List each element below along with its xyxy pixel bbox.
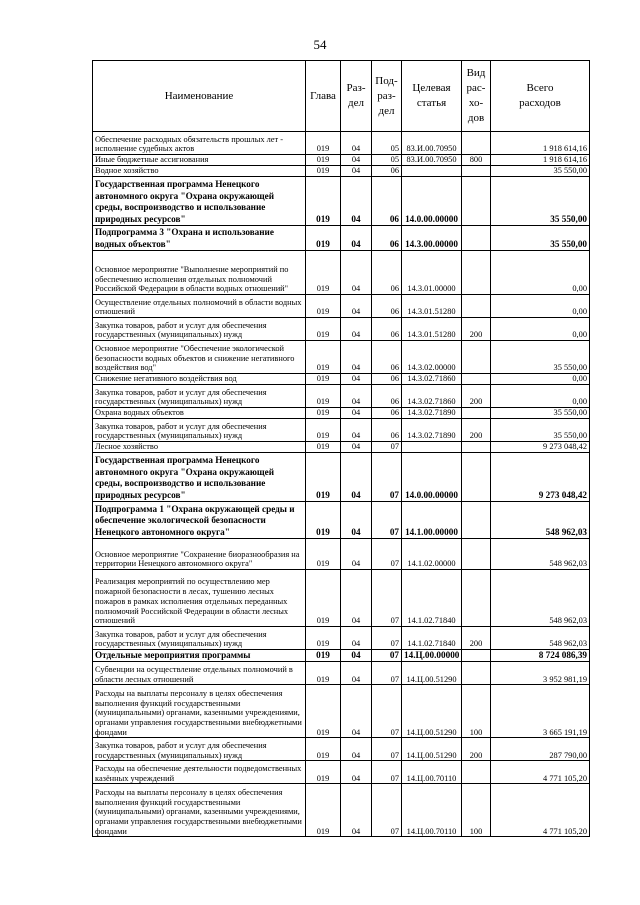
cell-glava: 019 [306,132,341,155]
cell-podrazdel: 07 [372,738,402,761]
table-row [93,627,590,650]
cell-total: 9 273 048,42 [491,453,590,502]
cell-razdel: 04 [341,570,372,627]
header-podrazdel: Под- раз- дел [372,61,402,132]
cell-name: Лесное хозяйство [93,442,306,453]
cell-name: Основное мероприятие "Обеспечение экологической безопасности водных объектов и снижение негативного воздействия вод" [93,341,306,374]
cell-vid [462,177,491,226]
cell-vid [462,132,491,155]
cell-podrazdel: 07 [372,761,402,784]
cell-razdel: 04 [341,539,372,570]
cell-vid [462,408,491,419]
cell-article: 14.3.01.51280 [402,318,462,341]
cell-article: 14.Ц.00.51290 [402,662,462,685]
table-row [93,662,590,685]
cell-name: Расходы на выплаты персоналу в целях обеспечения выполнения функций государственными (муниципальными) органами, казенными учреждениями, органами управления государственными внебюджетными фондами [93,685,306,738]
cell-glava: 019 [306,627,341,650]
table-row [93,502,590,539]
cell-razdel: 04 [341,385,372,408]
cell-podrazdel: 06 [372,374,402,385]
table-row [93,226,590,251]
table-row [93,132,590,155]
cell-podrazdel: 07 [372,570,402,627]
cell-name: Субвенции на осуществление отдельных полномочий в области лесных отношений [93,662,306,685]
cell-glava: 019 [306,251,341,295]
table-row [93,738,590,761]
cell-total: 3 952 981,19 [491,662,590,685]
cell-glava: 019 [306,155,341,166]
cell-podrazdel: 05 [372,132,402,155]
cell-vid [462,570,491,627]
header-vid: Вид рас- хо- дов [462,61,491,132]
cell-glava: 019 [306,539,341,570]
cell-name: Осуществление отдельных полномочий в области водных отношений [93,295,306,318]
cell-total: 8 724 086,39 [491,650,590,662]
cell-glava: 019 [306,385,341,408]
cell-podrazdel: 06 [372,295,402,318]
cell-podrazdel: 07 [372,662,402,685]
cell-name: Подпрограмма 3 "Охрана и использование водных объектов" [93,226,306,251]
cell-vid: 100 [462,685,491,738]
cell-total: 548 962,03 [491,539,590,570]
cell-razdel: 04 [341,177,372,226]
cell-total: 9 273 048,42 [491,442,590,453]
cell-vid: 200 [462,419,491,442]
cell-vid [462,502,491,539]
cell-vid: 200 [462,318,491,341]
cell-vid [462,251,491,295]
cell-article: 14.Ц.00.70110 [402,784,462,837]
cell-name: Подпрограмма 1 "Охрана окружающей среды и обеспечение экологической безопасности Ненецкого автономного округа" [93,502,306,539]
cell-total: 287 790,00 [491,738,590,761]
cell-glava: 019 [306,318,341,341]
cell-article: 83.И.00.70950 [402,132,462,155]
cell-article: 14.3.01.00000 [402,251,462,295]
table-row [93,341,590,374]
cell-podrazdel: 06 [372,251,402,295]
cell-razdel: 04 [341,295,372,318]
table-row [93,761,590,784]
table-row [93,419,590,442]
cell-vid: 200 [462,738,491,761]
cell-podrazdel: 07 [372,627,402,650]
cell-vid [462,341,491,374]
header-razdel: Раз- дел [341,61,372,132]
cell-glava: 019 [306,341,341,374]
header-name: Наименование [93,61,306,132]
cell-article: 14.3.01.51280 [402,295,462,318]
cell-total: 35 550,00 [491,419,590,442]
cell-article: 14.3.02.71890 [402,408,462,419]
cell-total: 1 918 614,16 [491,155,590,166]
cell-name: Основное мероприятие "Выполнение мероприятий по обеспечению исполнения отдельных полномочий Российской Федерации в области водных отношений" [93,251,306,295]
cell-glava: 019 [306,685,341,738]
cell-article: 14.3.02.00000 [402,341,462,374]
cell-podrazdel: 06 [372,177,402,226]
cell-glava: 019 [306,295,341,318]
cell-article: 14.0.00.00000 [402,453,462,502]
cell-razdel: 04 [341,419,372,442]
cell-name: Закупка товаров, работ и услуг для обеспечения государственных (муниципальных) нужд [93,627,306,650]
cell-total: 35 550,00 [491,177,590,226]
table-row [93,442,590,453]
cell-razdel: 04 [341,650,372,662]
cell-podrazdel: 07 [372,442,402,453]
cell-name: Государственная программа Ненецкого автономного округа "Охрана окружающей среды, воспроизводство и использование природных ресурсов" [93,177,306,226]
cell-razdel: 04 [341,318,372,341]
cell-glava: 019 [306,177,341,226]
cell-razdel: 04 [341,132,372,155]
cell-podrazdel: 07 [372,502,402,539]
cell-total: 35 550,00 [491,408,590,419]
cell-article: 14.1.00.00000 [402,502,462,539]
cell-podrazdel: 07 [372,539,402,570]
cell-podrazdel: 06 [372,341,402,374]
cell-razdel: 04 [341,761,372,784]
header-row [93,61,590,132]
cell-vid [462,761,491,784]
cell-total: 35 550,00 [491,166,590,177]
cell-article: 14.3.02.71890 [402,419,462,442]
cell-razdel: 04 [341,408,372,419]
cell-razdel: 04 [341,502,372,539]
cell-total: 0,00 [491,385,590,408]
cell-article: 83.И.00.70950 [402,155,462,166]
cell-glava: 019 [306,408,341,419]
cell-razdel: 04 [341,784,372,837]
table-row [93,155,590,166]
cell-podrazdel: 07 [372,650,402,662]
cell-glava: 019 [306,502,341,539]
cell-vid [462,650,491,662]
cell-name: Расходы на выплаты персоналу в целях обеспечения выполнения функций государственными (муниципальными) органами, казенными учреждениями, органами управления государственными внебюджетными фондами [93,784,306,837]
cell-glava: 019 [306,738,341,761]
cell-vid [462,295,491,318]
table-row [93,374,590,385]
cell-vid: 200 [462,385,491,408]
cell-total: 548 962,03 [491,502,590,539]
cell-article [402,166,462,177]
cell-name: Снижение негативного воздействия вод [93,374,306,385]
cell-total: 548 962,03 [491,570,590,627]
table-row [93,295,590,318]
header-glava: Глава [306,61,341,132]
cell-glava: 019 [306,662,341,685]
table-row [93,685,590,738]
cell-glava: 019 [306,166,341,177]
cell-article: 14.3.02.71860 [402,385,462,408]
cell-total: 0,00 [491,295,590,318]
cell-razdel: 04 [341,251,372,295]
cell-podrazdel: 05 [372,155,402,166]
cell-glava: 019 [306,784,341,837]
cell-razdel: 04 [341,685,372,738]
cell-glava: 019 [306,570,341,627]
table-row [93,453,590,502]
cell-total: 4 771 105,20 [491,784,590,837]
table-row [93,408,590,419]
cell-name: Обеспечение расходных обязательств прошлых лет - исполнение судебных актов [93,132,306,155]
cell-podrazdel: 06 [372,226,402,251]
cell-podrazdel: 06 [372,408,402,419]
cell-total: 0,00 [491,251,590,295]
cell-glava: 019 [306,419,341,442]
cell-vid [462,453,491,502]
header-total: Всего расходов [491,61,590,132]
cell-vid: 100 [462,784,491,837]
cell-glava: 019 [306,453,341,502]
cell-total: 548 962,03 [491,627,590,650]
cell-article: 14.1.02.71840 [402,570,462,627]
cell-glava: 019 [306,761,341,784]
cell-name: Закупка товаров, работ и услуг для обеспечения государственных (муниципальных) нужд [93,419,306,442]
cell-vid [462,226,491,251]
cell-article [402,442,462,453]
header-article: Целевая статья [402,61,462,132]
cell-article: 14.1.02.00000 [402,539,462,570]
cell-razdel: 04 [341,662,372,685]
cell-article: 14.3.02.71860 [402,374,462,385]
cell-razdel: 04 [341,166,372,177]
cell-glava: 019 [306,442,341,453]
cell-article: 14.Ц.00.70110 [402,761,462,784]
cell-name: Закупка товаров, работ и услуг для обеспечения государственных (муниципальных) нужд [93,738,306,761]
cell-razdel: 04 [341,738,372,761]
table-row [93,539,590,570]
cell-article: 14.0.00.00000 [402,177,462,226]
cell-vid [462,166,491,177]
cell-name: Закупка товаров, работ и услуг для обеспечения государственных (муниципальных) нужд [93,385,306,408]
budget-table [92,60,590,837]
cell-vid: 800 [462,155,491,166]
table-body [93,132,590,837]
cell-podrazdel: 06 [372,419,402,442]
cell-total: 35 550,00 [491,226,590,251]
cell-name: Основное мероприятие "Сохранение биоразнообразия на территории Ненецкого автономного округа" [93,539,306,570]
cell-podrazdel: 06 [372,385,402,408]
cell-razdel: 04 [341,341,372,374]
cell-glava: 019 [306,226,341,251]
table-row [93,650,590,662]
cell-name: Реализация мероприятий по осуществлению мер пожарной безопасности в лесах, тушению лесных пожаров в рамках исполнения отдельных переданных полномочий Российской Федерации в области лесных отношений [93,570,306,627]
table-row [93,318,590,341]
cell-total: 1 918 614,16 [491,132,590,155]
cell-razdel: 04 [341,627,372,650]
cell-podrazdel: 06 [372,166,402,177]
cell-podrazdel: 07 [372,784,402,837]
cell-name: Иные бюджетные ассигнования [93,155,306,166]
table-row [93,385,590,408]
cell-podrazdel: 07 [372,685,402,738]
cell-vid [462,539,491,570]
cell-vid [462,374,491,385]
cell-total: 3 665 191,19 [491,685,590,738]
cell-article: 14.1.02.71840 [402,627,462,650]
cell-vid [462,442,491,453]
cell-name: Расходы на обеспечение деятельности подведомственных казённых учреждений [93,761,306,784]
page-number: 54 [313,37,327,52]
cell-article: 14.3.00.00000 [402,226,462,251]
cell-name: Государственная программа Ненецкого автономного округа "Охрана окружающей среды, воспроизводство и использование природных ресурсов" [93,453,306,502]
table-row [93,166,590,177]
table-row [93,784,590,837]
cell-razdel: 04 [341,226,372,251]
cell-article: 14.Ц.00.00000 [402,650,462,662]
cell-name: Закупка товаров, работ и услуг для обеспечения государственных (муниципальных) нужд [93,318,306,341]
cell-article: 14.Ц.00.51290 [402,685,462,738]
cell-vid [462,662,491,685]
table-row [93,251,590,295]
cell-razdel: 04 [341,155,372,166]
cell-total: 0,00 [491,374,590,385]
cell-razdel: 04 [341,374,372,385]
cell-glava: 019 [306,374,341,385]
cell-name: Охрана водных объектов [93,408,306,419]
cell-razdel: 04 [341,453,372,502]
cell-name: Отдельные мероприятия программы [93,650,306,662]
cell-podrazdel: 06 [372,318,402,341]
cell-total: 0,00 [491,318,590,341]
cell-article: 14.Ц.00.51290 [402,738,462,761]
table-row [93,570,590,627]
cell-total: 35 550,00 [491,341,590,374]
table-row [93,177,590,226]
cell-podrazdel: 07 [372,453,402,502]
cell-vid: 200 [462,627,491,650]
cell-name: Водное хозяйство [93,166,306,177]
cell-total: 4 771 105,20 [491,761,590,784]
cell-razdel: 04 [341,442,372,453]
cell-glava: 019 [306,650,341,662]
